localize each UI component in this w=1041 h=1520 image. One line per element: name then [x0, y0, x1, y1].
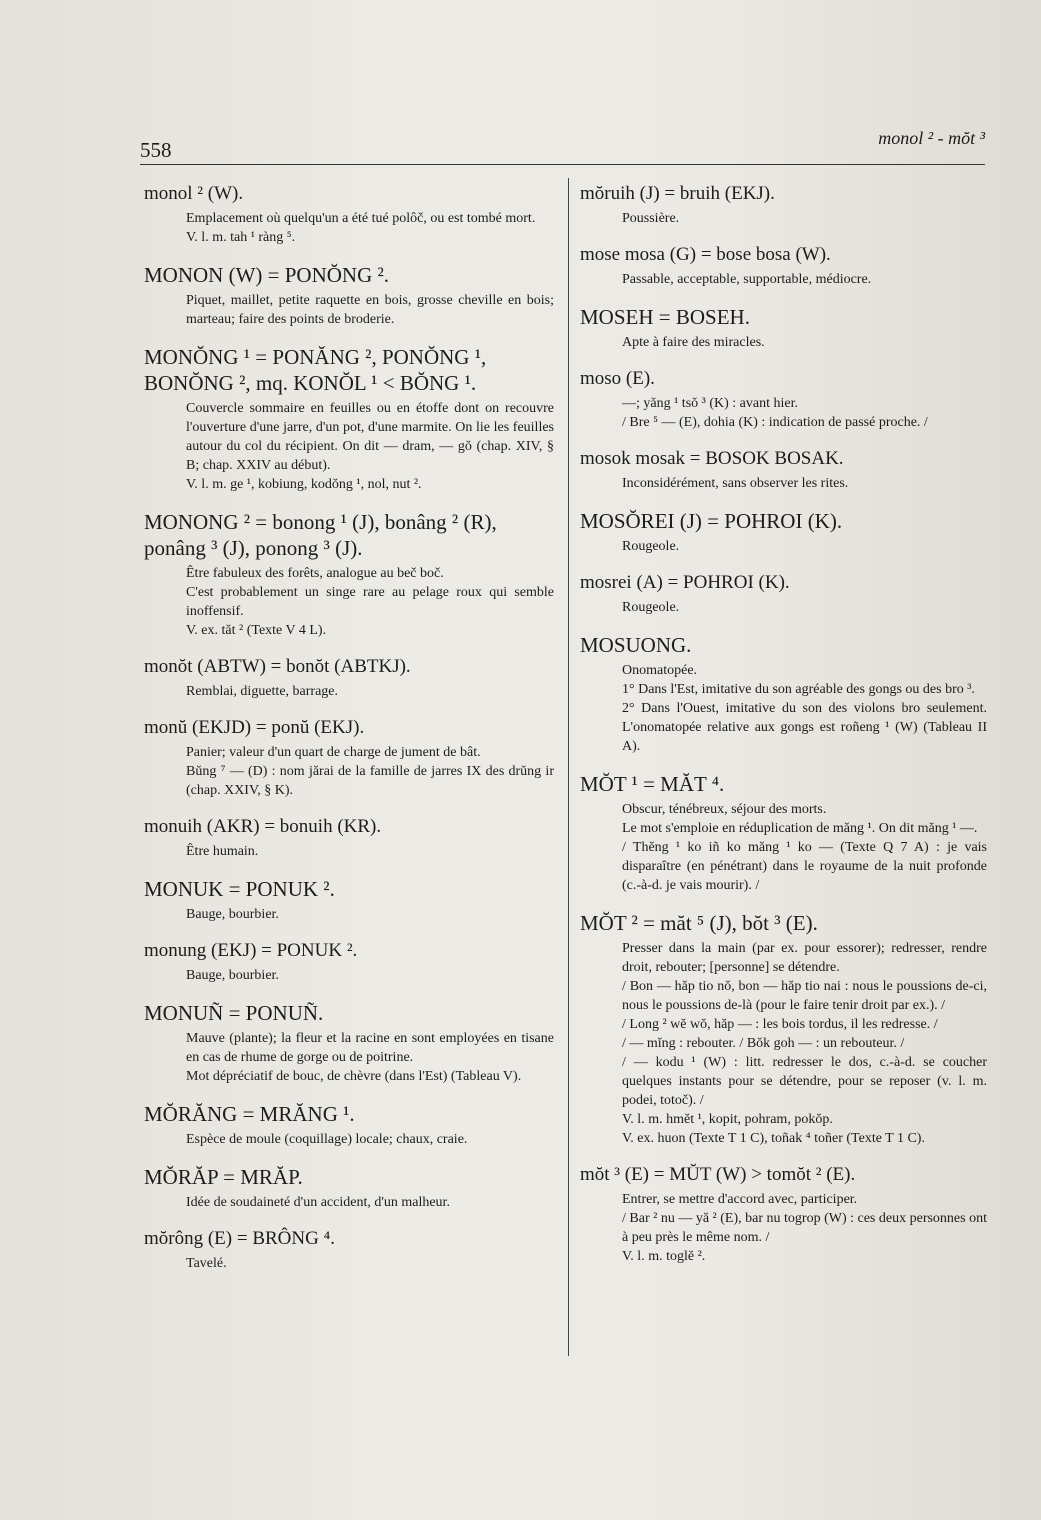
definition-line: 2° Dans l'Ouest, imitative du son des violons bro seulement. L'onomatopée relative aux gongs est roñeng ¹ (W) (Tableau II A). [622, 701, 987, 754]
dictionary-entry [144, 939, 554, 985]
entry-definition [580, 270, 987, 289]
header-rule [140, 164, 985, 165]
definition-line: Bŭng ⁷ — (D) : nom jărai de la famille de jarres IX des drŭng ir (chap. XXIV, § K). [186, 764, 554, 798]
entry-definition [580, 333, 987, 352]
entry-headword: MOSEH = BOSEH. [580, 305, 750, 329]
dictionary-entry [144, 876, 554, 924]
definition-line: Mot dépréciatif de bouc, de chèvre (dans l'Est) (Tableau V). [186, 1069, 522, 1084]
definition-line: Poussière. [622, 211, 680, 226]
entry-headword: mŏruih (J) = bruih (EKJ). [580, 183, 775, 204]
definition-line: Espèce de moule (coquillage) locale; chaux, craie. [186, 1132, 468, 1147]
entry-headword: MŎT ² = măt ⁵ (J), bŏt ³ (E). [580, 911, 818, 935]
definition-line: Emplacement où quelqu'un a été tué polôč, ou est tombé mort. [186, 211, 536, 226]
dictionary-entry [144, 655, 554, 701]
entry-headword: MOSŎREI (J) = POHROI (K). [580, 509, 843, 533]
definition-line: Inconsidérément, sans observer les rites. [622, 476, 849, 491]
entry-headword: MŎT ¹ = MĂT ⁴. [580, 772, 725, 796]
entry-headword: monŏt (ABTW) = bonŏt (ABTKJ). [144, 656, 411, 677]
dictionary-entry [580, 910, 987, 1148]
dictionary-entry [580, 771, 987, 895]
entry-definition [144, 399, 554, 494]
definition-line: Rougeole. [622, 539, 680, 554]
definition-line: Presser dans la main (par ex. pour essorer); redresser, rendre droit, rebouter; [personne] se détendre. [622, 941, 987, 975]
dictionary-entry [144, 182, 554, 247]
dictionary-entry [580, 1163, 987, 1266]
dictionary-entry [144, 815, 554, 861]
definition-line: Tavelé. [186, 1256, 227, 1271]
entry-headword: monung (EKJ) = PONUK ². [144, 940, 358, 961]
dictionary-entry [580, 632, 987, 756]
entry-headword: MONŎNG ¹ = PONĂNG ², PONŎNG ¹, BONŎNG ², mq. KONŎL ¹ < BŎNG ¹. [144, 345, 487, 395]
definition-line: Piquet, maillet, petite raquette en bois, grosse cheville en bois; marteau; faire des points de broderie. [186, 293, 554, 327]
definition-line: Apte à faire des miracles. [622, 335, 765, 350]
entry-definition [144, 743, 554, 800]
column-divider [568, 178, 569, 1356]
dictionary-entry [580, 367, 987, 432]
dictionary-entry [144, 1101, 554, 1149]
entry-definition [144, 564, 554, 640]
entry-headword: MONONG ² = bonong ¹ (J), bonâng ² (R), ponâng ³ (J), ponong ³ (J). [144, 510, 497, 560]
definition-line: V. ex. huon (Texte T 1 C), toñak ⁴ toñer (Texte T 1 C). [622, 1131, 925, 1146]
definition-line: / Bar ² nu — yă ² (E), bar nu togrop (W) : ces deux personnes ont à peu près le même nom. / [622, 1211, 987, 1245]
dictionary-entry [580, 447, 987, 493]
entry-definition [144, 1130, 554, 1149]
dictionary-entry [580, 508, 987, 556]
definition-line: / — kodu ¹ (W) : litt. redresser le dos, c.-à-d. se coucher quelques instants pour se détendre, pour se reposer (v. l. m. podei, totoč). / [622, 1055, 987, 1108]
definition-line: V. l. m. toglĕ ². [622, 1249, 706, 1264]
dictionary-entry [144, 344, 554, 494]
definition-line: / — mĭng : rebouter. / Bŏk goh — : un rebouteur. / [622, 1036, 905, 1051]
dictionary-entry [144, 509, 554, 640]
definition-line: Idée de soudaineté d'un accident, d'un malheur. [186, 1195, 450, 1210]
definition-line: Être fabuleux des forêts, analogue au beč boč. [186, 566, 444, 581]
definition-line: Onomatopée. [622, 663, 698, 678]
definition-line: Bauge, bourbier. [186, 968, 279, 983]
dictionary-entry [144, 1227, 554, 1273]
entry-definition [580, 537, 987, 556]
definition-line: Obscur, ténébreux, séjour des morts. [622, 802, 827, 817]
entry-headword: MONON (W) = PONŎNG ². [144, 263, 390, 287]
definition-line: / Bre ⁵ — (E), dohia (K) : indication de passé proche. / [622, 415, 928, 430]
entry-headword: mŏt ³ (E) = MŬT (W) > tomŏt ² (E). [580, 1164, 856, 1185]
entry-definition [580, 394, 987, 432]
entry-definition [144, 1029, 554, 1086]
entry-definition [580, 209, 987, 228]
entry-headword: MŎRĂNG = MRĂNG ¹. [144, 1102, 355, 1126]
entry-headword: moso (E). [580, 368, 655, 389]
entry-definition [580, 661, 987, 756]
dictionary-entry [580, 304, 987, 352]
entry-headword: MONUK = PONUK ². [144, 877, 335, 901]
page-number: 558 [140, 138, 172, 162]
dictionary-entry [144, 716, 554, 800]
right-column [580, 182, 987, 1281]
definition-line: Être humain. [186, 844, 259, 859]
dictionary-entry [580, 571, 987, 617]
page-header [140, 128, 985, 168]
entry-headword: MONUÑ = PONUÑ. [144, 1001, 324, 1025]
entry-definition [144, 905, 554, 924]
entry-definition [580, 474, 987, 493]
definition-line: —; yăng ¹ tsŏ ³ (K) : avant hier. [622, 396, 798, 411]
entry-headword: mŏrông (E) = BRÔNG ⁴. [144, 1228, 335, 1249]
running-head: monol ² - mŏt ³ [878, 128, 985, 148]
dictionary-entry [144, 1000, 554, 1086]
entry-definition [144, 966, 554, 985]
entry-definition [144, 291, 554, 329]
definition-line: / Thĕng ¹ ko iñ ko măng ¹ ko — (Texte Q 7 A) : je vais disparaître (en pénétrant) dans le royaume de la nuit profonde (c.-à-d. je vais mourir). / [622, 840, 987, 893]
definition-line: V. l. m. hmĕt ¹, kopit, pohram, pokŏp. [622, 1112, 833, 1127]
definition-line: Entrer, se mettre d'accord avec, participer. [622, 1192, 858, 1207]
dictionary-entry [144, 1164, 554, 1212]
entry-definition [144, 842, 554, 861]
entry-definition [580, 939, 987, 1148]
definition-line: Passable, acceptable, supportable, médiocre. [622, 272, 872, 287]
entry-definition [580, 800, 987, 895]
definition-line: V. ex. tăt ² (Texte V 4 L). [186, 623, 327, 638]
definition-line: / Bon — hăp tio nŏ, bon — hăp tio nai : nous le poussions de-ci, nous le poussions de-là (pour le faire tenir droit par ex.). / [622, 979, 987, 1013]
entry-definition [144, 1254, 554, 1273]
definition-line: Remblai, diguette, barrage. [186, 684, 338, 699]
definition-line: / Long ² wĕ wŏ, hăp — : les bois tordus, il les redresse. / [622, 1017, 938, 1032]
dictionary-entry [580, 182, 987, 228]
left-column [144, 182, 554, 1288]
entry-headword: monŭ (EKJD) = ponŭ (EKJ). [144, 717, 365, 738]
entry-definition [580, 1190, 987, 1266]
entry-headword: mose mosa (G) = bose bosa (W). [580, 244, 831, 265]
definition-line: Couvercle sommaire en feuilles ou en étoffe dont on recouvre l'ouverture d'une jarre, d'un pot, d'une marmite. On lie les feuilles autour du col du récipient. On dit — dram, — gŏ (chap. XIV, § B; chap. XXIV au début). [186, 401, 554, 473]
entry-headword: monol ² (W). [144, 183, 244, 204]
entry-definition [144, 1193, 554, 1212]
definition-line: Le mot s'emploie en réduplication de măng ¹. On dit măng ¹ —. [622, 821, 978, 836]
entry-definition [580, 598, 987, 617]
entry-headword: monuih (AKR) = bonuih (KR). [144, 816, 382, 837]
entry-definition [144, 209, 554, 247]
definition-line: V. l. m. tah ¹ ràng ⁵. [186, 230, 296, 245]
dictionary-entry [144, 262, 554, 329]
definition-line: Rougeole. [622, 600, 680, 615]
entry-headword: mosok mosak = BOSOK BOSAK. [580, 448, 844, 469]
dictionary-entry [580, 243, 987, 289]
entry-headword: MOSUONG. [580, 633, 692, 657]
definition-line: V. l. m. ge ¹, kobiung, kodŏng ¹, nol, nut ². [186, 477, 422, 492]
definition-line: Bauge, bourbier. [186, 907, 279, 922]
definition-line: 1° Dans l'Est, imitative du son agréable des gongs ou des bro ³. [622, 682, 975, 697]
entry-headword: mosrei (A) = POHROI (K). [580, 572, 790, 593]
entry-headword: MŎRĂP = MRĂP. [144, 1165, 303, 1189]
entry-definition [144, 682, 554, 701]
definition-line: C'est probablement un singe rare au pelage roux qui semble inoffensif. [186, 585, 554, 619]
definition-line: Mauve (plante); la fleur et la racine en sont employées en tisane en cas de rhume de gorge ou de poitrine. [186, 1031, 554, 1065]
definition-line: Panier; valeur d'un quart de charge de jument de bât. [186, 745, 481, 760]
